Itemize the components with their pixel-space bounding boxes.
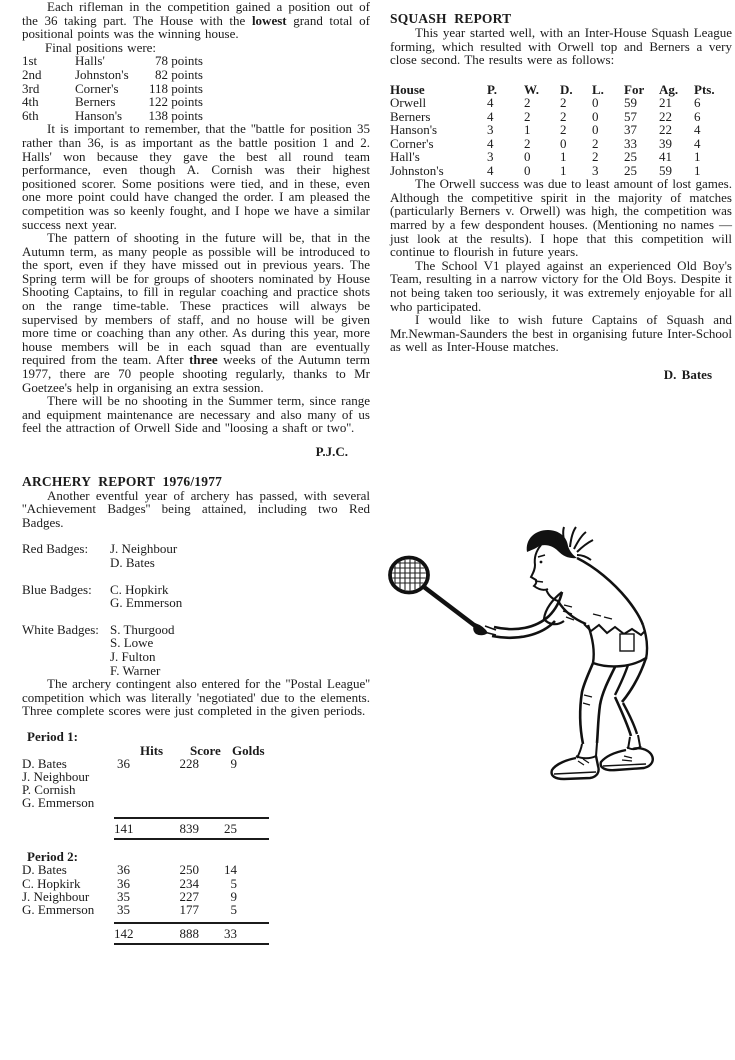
rifle-paragraph-1-bold: lowest xyxy=(251,12,287,28)
rifle-paragraph-1 xyxy=(22,0,370,41)
table-rule xyxy=(114,943,269,945)
position-rank: 4th xyxy=(22,94,39,110)
house-name: Corner's xyxy=(390,135,434,151)
rifle-paragraph-4: There will be no shooting in the Summer term, since range and equipment maintenance are necessary and also many of us feel the attraction of Orwell Side and ''loosing a shaft or two''. xyxy=(22,393,370,436)
rifle-paragraph-3 xyxy=(22,231,370,394)
position-house: Corner's xyxy=(75,80,119,96)
archery-report-title: ARCHERY REPORT 1976/1977 xyxy=(22,473,223,489)
position-rank: 3rd xyxy=(22,80,40,96)
column-header-lost: L. xyxy=(592,81,604,97)
badge-name: F. Warner xyxy=(110,662,161,678)
column-header-golds: Golds xyxy=(232,742,265,758)
house-name: Johnston's xyxy=(390,162,444,178)
archer-score: 228 xyxy=(179,755,199,771)
period2-label: Period 2: xyxy=(27,848,78,864)
column-header-hits: Hits xyxy=(140,742,164,758)
badge-name: J. Fulton xyxy=(110,648,156,664)
badge-label: Blue Badges: xyxy=(22,581,92,597)
position-points: 78 points xyxy=(154,53,203,69)
badge-name: S. Lowe xyxy=(110,635,154,651)
column-header-played: P. xyxy=(487,81,497,97)
squash-signature: D. Bates xyxy=(663,367,712,382)
right-column xyxy=(390,0,732,382)
squash-paragraph-2: The Orwell success was due to least amount of lost games. Although the competitive spirit in the majority of matches (particularly Berners v. Orwell) was high, the competition was marred by a few despondent houses. (Mentioning no names — just look at the results). I hope that this competition will continue to flourish in future years. xyxy=(390,176,732,260)
column-header-against: Ag. xyxy=(659,81,679,97)
badge-names xyxy=(110,583,182,610)
badge-names xyxy=(110,623,175,677)
column-header-score: Score xyxy=(190,742,221,758)
period2-table xyxy=(22,850,370,946)
position-row xyxy=(22,68,370,82)
column-header-for: For xyxy=(624,81,645,97)
archer-golds: 14 xyxy=(224,862,237,878)
table-rule xyxy=(114,922,269,924)
badge-group-red xyxy=(22,542,370,569)
archer-score: 250 xyxy=(179,862,199,878)
rifle-paragraph-2: It is important to remember, that the ''battle for position 35 rather than 36, is as important as the battle position 1 and 2. Halls' won because they gave the best all round team performance, even though A. Cornish was their highest positioned scorer. Some positions were tied, and in these, even one more point could have changed the order. I am pleased the competition was so keenly fought, and I hope we have a similar success next year. xyxy=(22,121,370,232)
position-house: Johnston's xyxy=(75,66,129,82)
badge-name: D. Bates xyxy=(110,554,155,570)
period2-totals xyxy=(22,927,370,940)
archer-golds: 9 xyxy=(230,755,237,771)
archer-name: D. Bates xyxy=(22,862,67,878)
rifle-paragraph-1-text: Each rifleman in the competition gained a position out of the 36 taking part. The House with the xyxy=(22,0,370,28)
total-hits: 141 xyxy=(114,820,134,836)
badge-name: G. Emmerson xyxy=(110,595,183,611)
archer-name: J. Neighbour xyxy=(22,888,90,904)
badge-name: C. Hopkirk xyxy=(110,581,169,597)
total-golds: 33 xyxy=(224,926,237,942)
column-header-drawn: D. xyxy=(560,81,573,97)
squash-intro-paragraph: This year started well, with an Inter-House Squash League forming, which resulted with Orwell top and Berners a very close second. The results were as follows: xyxy=(390,25,732,68)
position-points: 118 points xyxy=(148,80,203,96)
rifle-signature: P.J.C. xyxy=(315,444,348,459)
archer-name: J. Neighbour xyxy=(22,768,90,784)
total-score: 888 xyxy=(179,926,199,942)
rifle-paragraph-1-text2: grand total of positional points was the winning house. xyxy=(22,12,370,42)
badminton-player-illustration xyxy=(388,524,660,794)
badge-name: J. Neighbour xyxy=(110,541,178,557)
house-name: Orwell xyxy=(390,95,427,111)
squash-report-title: SQUASH REPORT xyxy=(390,11,512,26)
house-name: Hall's xyxy=(390,149,420,165)
table-rule xyxy=(114,838,269,840)
badge-list xyxy=(22,542,370,677)
position-rank: 1st xyxy=(22,53,38,69)
position-row xyxy=(22,54,370,68)
house-name: Hanson's xyxy=(390,122,438,138)
table-rule xyxy=(114,817,269,819)
rifle-paragraph-3-bold: three xyxy=(189,352,218,368)
position-house: Halls' xyxy=(75,53,105,69)
badge-group-blue xyxy=(22,583,370,610)
left-column xyxy=(22,0,370,945)
total-hits: 142 xyxy=(114,926,134,942)
squash-paragraph-4: I would like to wish future Captains of Squash and Mr.Newman-Saunders the best in organising future Inter-School as well as Inter-House matches. xyxy=(390,312,732,355)
position-house: Hanson's xyxy=(75,107,123,123)
column-header-points: Pts. xyxy=(694,81,715,97)
column-header-house: House xyxy=(390,81,425,97)
squash-paragraph-3: The School V1 played against an experienced Old Boy's Team, resulting in a narrow victory for the Old Boys. Despite it not being taken too seriously, it was extremely enjoyable for all who participated. xyxy=(390,257,732,314)
period1-label: Period 1: xyxy=(27,728,78,744)
archer-hits: 36 xyxy=(117,862,130,878)
total-score: 839 xyxy=(179,820,199,836)
house-name: Berners xyxy=(390,108,431,124)
badge-group-white xyxy=(22,623,370,677)
period1-totals xyxy=(22,822,370,835)
archer-name: C. Hopkirk xyxy=(22,875,81,891)
position-rank: 2nd xyxy=(22,66,42,82)
badge-label: Red Badges: xyxy=(22,541,89,557)
position-row xyxy=(22,95,370,109)
position-row xyxy=(22,82,370,96)
badminton-player-drawing xyxy=(388,524,660,794)
position-row xyxy=(22,109,370,123)
total-golds: 25 xyxy=(224,820,237,836)
position-house: Berners xyxy=(75,94,116,110)
period2-grid: D. Bates 36 250 14 C. Hopkirk 36 234 5 J. Neighbour 35 227 9 G. Emmerson 35 177 5 xyxy=(22,863,370,916)
final-positions-list xyxy=(22,54,370,122)
archery-intro-paragraph: Another eventful year of archery has passed, with several ''Achievement Badges'' being attained, including two Red Badges. xyxy=(22,487,370,530)
position-rank: 6th xyxy=(22,107,39,123)
period1-grid xyxy=(22,744,370,810)
rifle-paragraph-3-text: The pattern of shooting in the future will be, that in the Autumn term, as many people as possible will be introduced to the sport, even if they have missed out in previous years. The Spring term will be for groups of shooters nominated by House Shooting Captains, to fill in regular coaching and practice shots on the range time-table. These practices will always be supervised by members of staff, and no house will be given more time or coaching than any other. As during this year, more house members will be in each squad than are eventually required from the team. After xyxy=(22,230,370,368)
badge-label: White Badges: xyxy=(22,621,99,637)
position-points: 82 points xyxy=(154,66,203,82)
archer-name: G. Emmerson xyxy=(22,795,95,811)
badge-name: S. Thurgood xyxy=(110,621,175,637)
archer-name: D. Bates xyxy=(22,755,67,771)
archer-name: P. Cornish xyxy=(22,782,76,798)
position-points: 138 points xyxy=(148,107,203,123)
squash-results-table: House P. W. D. L. For Ag. Pts. Orwell 4 2 2 0 59 21 6 Berners 4 2 2 0 57 22 6 Hanson's 3 1 2 0 37 22 4 Corner's 4 2 0 2 33 39 4 Hall's 3 0 1 2 25 41 1 Johnston's 4 0 1 3 25 59 1 xyxy=(390,83,732,178)
rifle-paragraph-3-text2: weeks of the Autumn term 1977, there are 70 people shooting regularly, thanks to Mr Goetzee's help in organising an extra session. xyxy=(22,352,370,395)
archery-postal-paragraph: The archery contingent also entered for the ''Postal League'' competition which was literally 'negotiated' due to the elements. Three complete scores were just completed in the given periods. xyxy=(22,676,370,719)
position-points: 122 points xyxy=(148,94,203,110)
badge-names xyxy=(110,542,177,569)
final-positions-label: Final positions were: xyxy=(45,39,157,55)
archer-hits: 36 xyxy=(117,755,130,771)
archer-name: G. Emmerson xyxy=(22,901,95,917)
period1-table xyxy=(22,730,370,840)
column-header-won: W. xyxy=(524,81,540,97)
